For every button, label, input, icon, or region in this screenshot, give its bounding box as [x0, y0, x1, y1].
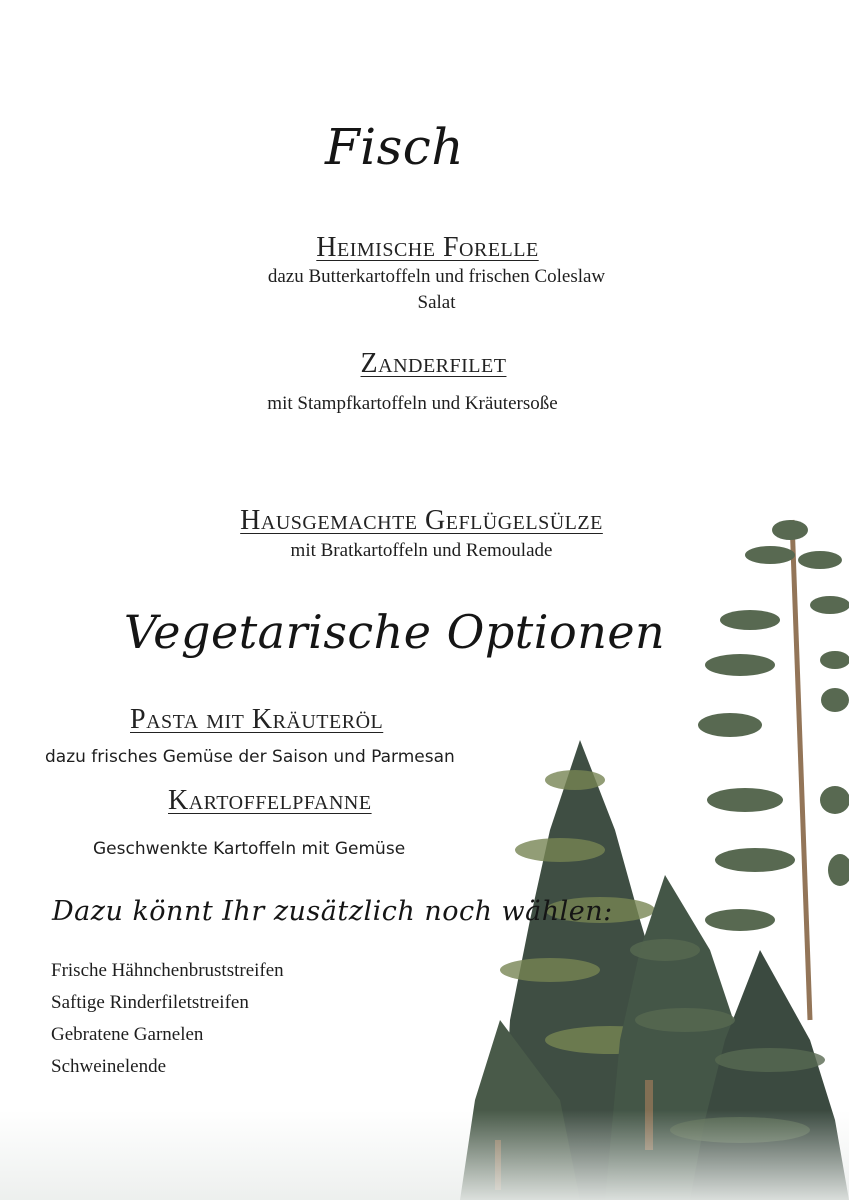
dish-title: Zanderfilet	[360, 348, 507, 379]
extras-list-item: Gebratene Garnelen	[51, 1024, 204, 1045]
extras-list-item: Frische Hähnchenbruststreifen	[51, 960, 284, 981]
dish-description: dazu Butterkartoffeln und frischen Coleslaw	[267, 266, 606, 287]
dish-description: mit Bratkartoffeln und Remoulade	[290, 540, 553, 561]
dish-title: Kartoffelpfanne	[168, 785, 372, 816]
dish-description: Geschwenkte Kartoffeln mit Gemüse	[93, 839, 406, 859]
dish-title: Heimische Forelle	[316, 232, 539, 263]
extras-list	[51, 959, 284, 1087]
section-heading-fisch: Fisch	[324, 118, 465, 176]
dish-title: Pasta mit Kräuteröl	[130, 704, 384, 735]
dish-title: Hausgemachte Geflügelsülze	[240, 505, 603, 536]
extras-list-item: Schweinelende	[51, 1056, 167, 1077]
extras-heading: Dazu könnt Ihr zusätzlich noch wählen:	[52, 896, 613, 927]
section-heading-vegetarisch: Vegetarische Optionen	[123, 605, 666, 659]
dish-description: dazu frisches Gemüse der Saison und Parmesan	[45, 747, 455, 767]
dish-description-line2: Salat	[417, 292, 456, 313]
dish-description: mit Stampfkartoffeln und Kräutersoße	[267, 393, 558, 414]
extras-list-item: Saftige Rinderfiletstreifen	[51, 992, 249, 1013]
watercolor-fog	[0, 1110, 849, 1200]
